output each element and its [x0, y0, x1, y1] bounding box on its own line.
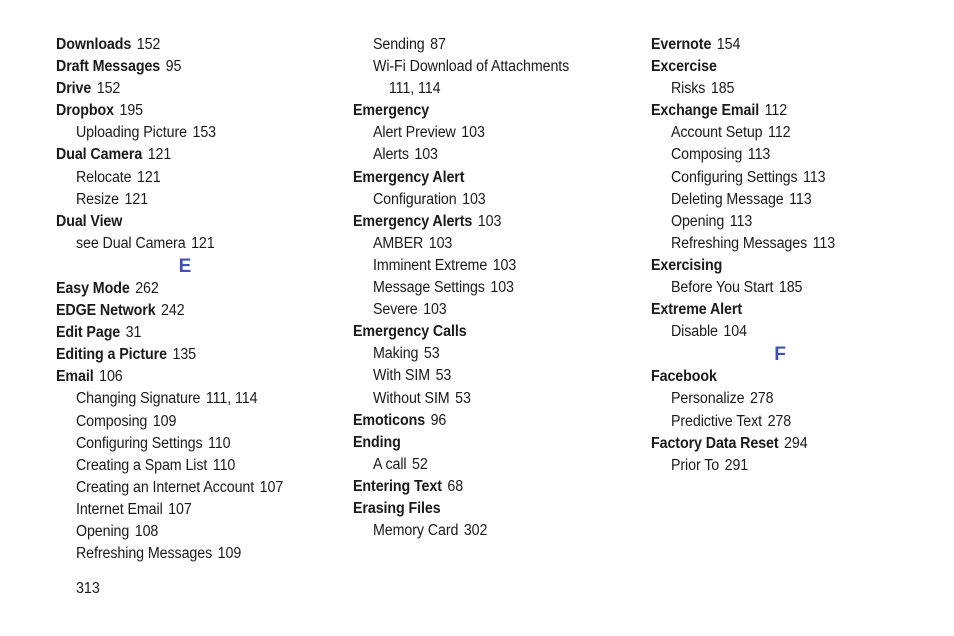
- page-reference: 195: [119, 102, 144, 120]
- index-entry: [56, 56, 323, 78]
- page-reference: 111, 114: [205, 390, 258, 408]
- index-subentry: [56, 455, 323, 477]
- index-column-1: [56, 34, 346, 565]
- index-term: Wi-Fi Download of Attachments: [372, 58, 570, 76]
- index-entry: [353, 167, 620, 189]
- index-entry: [353, 498, 620, 520]
- page-reference: 106: [99, 368, 123, 386]
- page-reference: 103: [462, 190, 486, 208]
- index-term: Excercise: [651, 58, 717, 76]
- index-term: Editing a Picture: [56, 346, 167, 364]
- page-reference: 113: [747, 146, 771, 164]
- index-subentry: [651, 78, 918, 100]
- index-term: Internet Email: [75, 500, 163, 518]
- index-subentry: [651, 321, 918, 343]
- index-term: Composing: [75, 412, 148, 430]
- index-term: Opening: [670, 212, 725, 230]
- index-entry: [56, 211, 323, 233]
- index-term: Resize: [75, 190, 119, 208]
- page-reference: 111, 114: [388, 80, 441, 98]
- index-term: Refreshing Messages: [670, 234, 808, 252]
- index-subentry: [651, 122, 918, 144]
- page-reference: 113: [812, 234, 836, 252]
- page-reference: 53: [423, 345, 440, 363]
- page-reference: 52: [412, 455, 428, 473]
- page-reference: 278: [767, 412, 792, 430]
- index-column-3: [651, 34, 941, 477]
- index-entry: [56, 278, 323, 300]
- index-term: Email: [56, 368, 94, 386]
- page-reference: 110: [212, 456, 236, 474]
- page-reference: 154: [716, 36, 741, 53]
- page-reference: 109: [152, 412, 177, 430]
- index-entry: [56, 300, 323, 322]
- index-entry: [56, 100, 323, 122]
- index-term: Prior To: [670, 456, 720, 474]
- index-term: Creating an Internet Account: [75, 478, 255, 496]
- index-entry: [56, 344, 323, 366]
- index-term: see Dual Camera: [75, 234, 186, 252]
- index-subentry: [56, 233, 323, 255]
- page-reference: 107: [259, 478, 284, 496]
- page-reference: 302: [463, 522, 488, 540]
- index-term: Draft Messages: [56, 58, 161, 76]
- index-entry: [651, 433, 918, 455]
- index-subentry: [651, 455, 918, 477]
- page-reference: 294: [784, 434, 808, 452]
- index-term: Extreme Alert: [651, 301, 743, 319]
- page-reference: 107: [168, 500, 192, 518]
- index-entry: [651, 34, 918, 56]
- index-subentry: [353, 365, 620, 387]
- index-subentry: [56, 122, 323, 144]
- index-entry: [353, 100, 620, 122]
- page-reference: 109: [217, 545, 242, 563]
- index-entry: [353, 410, 620, 432]
- index-subentry: [651, 411, 918, 433]
- index-term: Disable: [670, 323, 718, 341]
- index-subentry: [651, 233, 918, 255]
- index-term: A call: [372, 455, 407, 473]
- page-reference: 87: [430, 36, 446, 53]
- page-reference: 68: [447, 477, 464, 495]
- index-term: Making: [372, 345, 419, 363]
- index-term: Exercising: [651, 256, 723, 274]
- index-term: Factory Data Reset: [651, 434, 779, 452]
- page-reference: 104: [723, 323, 747, 341]
- index-subentry: [56, 433, 323, 455]
- page-reference: 113: [789, 190, 812, 208]
- index-term: Deleting Message: [670, 190, 784, 208]
- index-term: Emergency Calls: [353, 323, 467, 341]
- index-subentry: [353, 233, 620, 255]
- index-entry: [651, 100, 918, 122]
- index-term: Facebook: [651, 368, 717, 386]
- index-subentry: [56, 521, 323, 543]
- index-term: Personalize: [670, 390, 745, 408]
- index-entry: [56, 322, 323, 344]
- page-reference: 152: [96, 80, 121, 98]
- page-reference: 103: [414, 146, 438, 164]
- index-subentry: [56, 499, 323, 521]
- index-column-2: [353, 34, 643, 542]
- index-term: Emergency Alert: [353, 168, 465, 186]
- index-subentry: [353, 454, 620, 476]
- index-subentry: [353, 34, 620, 56]
- index-subentry: [353, 520, 620, 542]
- index-term: Alert Preview: [372, 124, 456, 142]
- page-reference: 103: [477, 212, 502, 230]
- index-term: Severe: [372, 301, 418, 319]
- index-term: With SIM: [372, 367, 431, 385]
- index-term: AMBER: [372, 234, 424, 252]
- index-entry: [353, 476, 620, 498]
- index-subentry: [651, 388, 918, 410]
- index-subentry: [651, 144, 918, 166]
- page-number: 313: [76, 580, 100, 597]
- page-reference: 110: [208, 434, 231, 452]
- page-reference: 108: [134, 522, 159, 540]
- index-term: Dual View: [56, 212, 123, 230]
- page-reference: 103: [461, 124, 485, 142]
- index-term: Emoticons: [353, 411, 426, 429]
- index-term: Dropbox: [56, 102, 114, 120]
- index-term: Entering Text: [353, 477, 442, 495]
- page-reference: 121: [124, 190, 149, 208]
- section-letter: E: [178, 255, 192, 277]
- index-term: Without SIM: [372, 389, 450, 407]
- page-reference: 96: [430, 411, 447, 429]
- index-term: Creating a Spam List: [75, 456, 208, 474]
- index-entry: [353, 211, 620, 233]
- index-term: Configuring Settings: [75, 434, 203, 452]
- index-term: Dual Camera: [56, 146, 143, 164]
- index-term: Composing: [670, 146, 743, 164]
- index-term: Account Setup: [670, 124, 763, 142]
- index-term: EDGE Network: [56, 302, 156, 320]
- index-subentry: [353, 299, 620, 321]
- index-subentry: [56, 388, 323, 410]
- index-term: Evernote: [651, 36, 712, 53]
- index-subentry: [353, 78, 620, 100]
- index-entry: [353, 321, 620, 343]
- page-reference: 152: [136, 36, 161, 53]
- index-term: Emergency Alerts: [353, 212, 473, 230]
- page-reference: 262: [135, 279, 159, 297]
- index-term: Risks: [670, 80, 706, 98]
- index-term: Refreshing Messages: [75, 545, 213, 563]
- index-term: Downloads: [56, 36, 132, 53]
- index-term: Configuration: [372, 190, 457, 208]
- index-term: Imminent Extreme: [372, 256, 488, 274]
- index-term: Drive: [56, 80, 92, 98]
- page-reference: 242: [161, 302, 185, 320]
- index-term: Opening: [75, 522, 130, 540]
- page-reference: 103: [492, 256, 517, 274]
- index-subentry: [651, 211, 918, 233]
- page-reference: 112: [764, 102, 788, 120]
- index-subentry: [651, 277, 918, 299]
- index-term: Edit Page: [56, 324, 121, 342]
- index-term: Before You Start: [670, 279, 774, 297]
- index-term: Easy Mode: [56, 279, 130, 297]
- index-term: Sending: [372, 36, 425, 53]
- page-reference: 121: [137, 168, 161, 186]
- index-term: Configuring Settings: [670, 168, 798, 186]
- index-subentry: [353, 388, 620, 410]
- index-term: Predictive Text: [670, 412, 763, 430]
- index-entry: [56, 144, 323, 166]
- index-subentry: [56, 411, 323, 433]
- index-term: Erasing Files: [353, 499, 441, 517]
- page-reference: 103: [428, 234, 453, 252]
- page-reference: 103: [490, 279, 514, 297]
- page-reference: 278: [749, 390, 774, 408]
- index-subentry: [353, 144, 620, 166]
- index-entry: [56, 366, 323, 388]
- page-reference: 135: [172, 346, 196, 364]
- index-entry: [56, 34, 323, 56]
- index-term: Alerts: [372, 146, 409, 164]
- index-subentry: [651, 189, 918, 211]
- page-reference: 53: [455, 389, 471, 407]
- index-term: Relocate: [75, 168, 132, 186]
- page-reference: 185: [778, 279, 803, 297]
- index-entry: [56, 78, 323, 100]
- index-term: Changing Signature: [75, 390, 201, 408]
- index-term: Emergency: [353, 102, 430, 120]
- index-term: Exchange Email: [651, 102, 760, 120]
- section-letter: F: [774, 344, 786, 366]
- index-term: Uploading Picture: [75, 124, 187, 142]
- page-reference: 113: [729, 212, 753, 230]
- page-reference: 112: [768, 124, 791, 142]
- index-term: Ending: [353, 433, 401, 451]
- index-entry: [651, 299, 918, 321]
- page-reference: 185: [710, 80, 735, 98]
- index-entry: [651, 255, 918, 277]
- page-reference: 53: [435, 367, 452, 385]
- index-subentry: [353, 343, 620, 365]
- index-entry: [353, 432, 620, 454]
- index-term: Memory Card: [372, 522, 459, 540]
- index-subentry: [56, 477, 323, 499]
- index-subentry: [353, 122, 620, 144]
- index-subentry: [353, 189, 620, 211]
- index-subentry: [56, 189, 323, 211]
- page-reference: 121: [191, 234, 215, 252]
- index-subentry: [56, 167, 323, 189]
- index-subentry: [651, 167, 918, 189]
- index-entry: [651, 56, 918, 78]
- page-reference: 153: [192, 124, 216, 142]
- page-reference: 95: [165, 58, 182, 76]
- index-term: Message Settings: [372, 279, 485, 297]
- index-entry: [651, 366, 918, 388]
- index-subentry: [353, 277, 620, 299]
- page-reference: 31: [125, 324, 142, 342]
- page-reference: 103: [423, 301, 447, 319]
- index-subentry: [353, 56, 620, 78]
- page-reference: 121: [147, 146, 172, 164]
- page-reference: 113: [803, 168, 826, 186]
- index-subentry: [56, 543, 323, 565]
- page-reference: 291: [724, 456, 749, 474]
- index-subentry: [353, 255, 620, 277]
